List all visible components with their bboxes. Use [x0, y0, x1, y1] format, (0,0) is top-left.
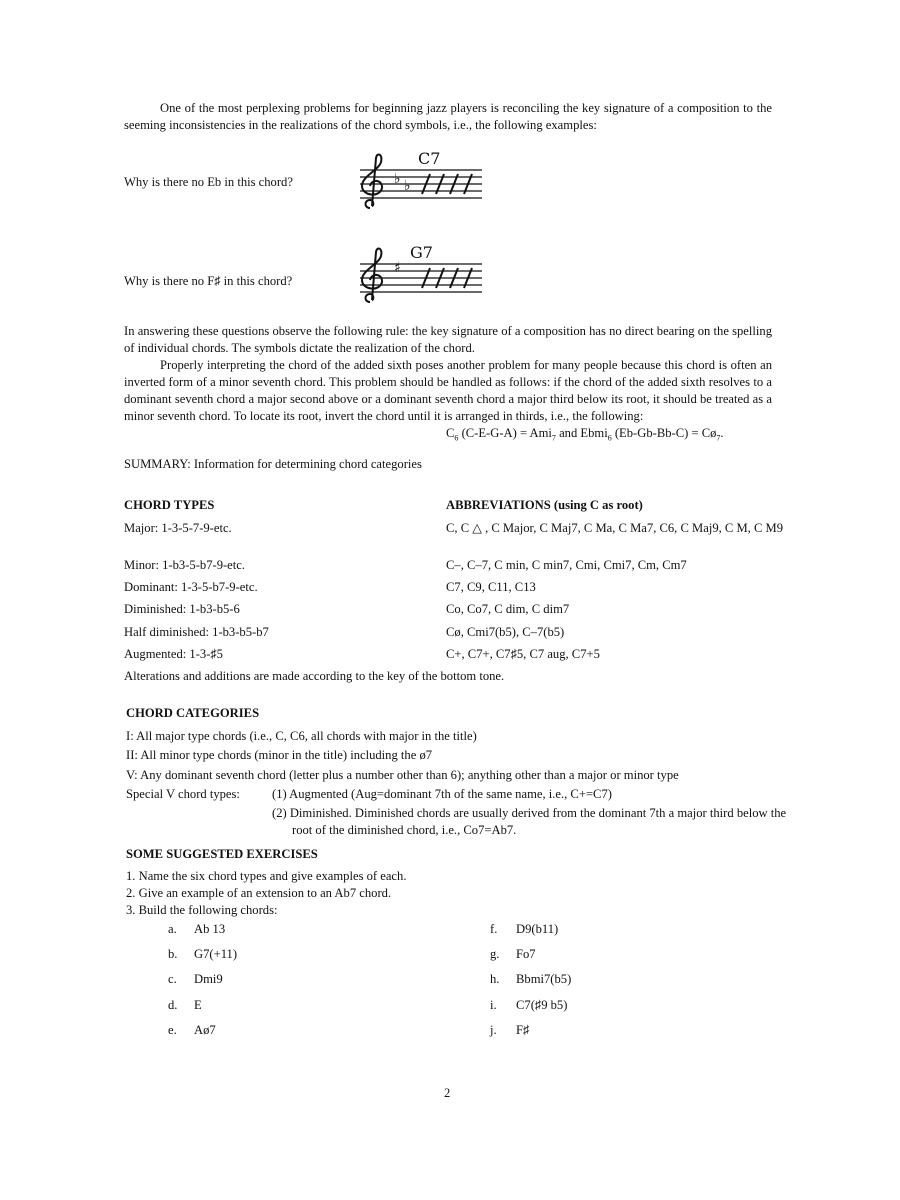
summary-line: SUMMARY: Information for determining chord categories — [124, 457, 422, 471]
special-item-2: (2) Diminished. Diminished chords are usually derived from the dominant 7th a major third below the root of the diminished chord, i.e., Co7=Ab7. — [272, 806, 787, 837]
treble-clef-icon — [362, 155, 382, 208]
chord-abbr: C, C △ , C Major, C Maj7, C Ma, C Ma7, C6, C Maj9, C M, C M9 — [446, 521, 783, 535]
chord-type: Major: 1-3-5-7-9-etc. — [124, 521, 232, 535]
chord-type: Diminished: 1-b3-b5-6 — [124, 602, 240, 616]
abbreviations-header: ABBREVIATIONS (using C as root) — [446, 498, 643, 512]
chord-type: Augmented: 1-3-♯5 — [124, 647, 223, 661]
exercise-item: 3. Build the following chords: — [126, 903, 278, 917]
category-item: V: Any dominant seventh chord (letter plus a number other than 6); anything other than a major or minor type — [126, 768, 679, 782]
flat-icon: ♭ — [404, 178, 411, 194]
chord-exercise: h. Bbmi7(b5) — [490, 972, 572, 986]
chord-exercise: b. G7(+11) — [168, 947, 238, 961]
question-1: Why is there no Eb in this chord? — [124, 175, 293, 189]
chord-exercise: i. C7(♯9 b5) — [490, 998, 568, 1012]
sixth-paragraph: Properly interpreting the chord of the added sixth poses another problem for many people because this chord is often an inverted form of a minor seventh chord. This problem should be handled as follows: if the chord of the added sixth resolves to a dominant seventh chord a major second above or a dominant seventh chord a major third below its root, it should be treated as a minor seventh chord. To locate its root, invert the chord until it is arranged in thirds, i.e., the following: — [124, 358, 772, 423]
staff-example-g7 — [350, 242, 490, 306]
exercise-item: 2. Give an example of an extension to an Ab7 chord. — [126, 886, 392, 900]
chord-type: Half diminished: 1-b3-b5-b7 — [124, 625, 269, 639]
alterations-note: Alterations and additions are made according to the key of the bottom tone. — [124, 669, 505, 683]
chord-abbr: C7, C9, C11, C13 — [446, 580, 536, 594]
chord-categories-header: CHORD CATEGORIES — [126, 706, 260, 720]
rule-paragraph: In answering these questions observe the following rule: the key signature of a composition has no direct bearing on the spelling of individual chords. The symbols dictate the realization of the chord. — [124, 324, 772, 355]
question-2: Why is there no F♯ in this chord? — [124, 274, 293, 288]
intro-paragraph: One of the most perplexing problems for beginning jazz players is reconciling the key signature of a composition to the seeming inconsistencies in the realizations of the chord symbols, i.e., the following examples: — [124, 101, 772, 132]
exercise-item: 1. Name the six chord types and give examples of each. — [126, 869, 407, 883]
special-label: Special V chord types: — [126, 787, 240, 801]
chord-symbol: C7 — [418, 149, 441, 168]
chord-exercise: c. Dmi9 — [168, 972, 223, 986]
staff-example-c7 — [350, 148, 490, 212]
special-item-1: (1) Augmented (Aug=dominant 7th of the same name, i.e., C+=C7) — [272, 787, 612, 801]
chord-exercise: f. D9(b11) — [490, 922, 559, 936]
chord-abbr: C–, C–7, C min, C min7, Cmi, Cmi7, Cm, Cm7 — [446, 558, 687, 572]
chord-type: Dominant: 1-3-5-b7-9-etc. — [124, 580, 258, 594]
treble-clef-icon — [362, 249, 382, 302]
chord-type: Minor: 1-b3-5-b7-9-etc. — [124, 558, 246, 572]
sharp-icon: ♯ — [394, 260, 401, 276]
chord-types-header: CHORD TYPES — [124, 498, 215, 512]
chord-exercise: g. Fo7 — [490, 947, 536, 961]
exercises-header: SOME SUGGESTED EXERCISES — [126, 847, 318, 861]
chord-abbr: C+, C7+, C7♯5, C7 aug, C7+5 — [446, 647, 600, 661]
sixth-example: $C_6$ (C-E-G-A) = Ami$_7$ and Ebmi$_6$ $(Eb-Gb-Bb-C) = Cø_7$. — [446, 426, 724, 443]
chord-exercise: a. Ab 13 — [168, 922, 226, 936]
chord-abbr: Cø, Cmi7(b5), C–7(b5) — [446, 625, 565, 639]
chord-exercise: e. Aø7 — [168, 1023, 216, 1037]
category-item: II: All minor type chords (minor in the title) including the ø7 — [126, 748, 433, 762]
chord-abbr: Co, Co7, C dim, C dim7 — [446, 602, 570, 616]
flat-icon: ♭ — [394, 171, 401, 187]
page-number: 2 — [444, 1086, 451, 1100]
category-item: I: All major type chords (i.e., C, C6, all chords with major in the title) — [126, 729, 477, 743]
chord-exercise: d. E — [168, 998, 202, 1012]
chord-symbol: G7 — [410, 243, 433, 262]
chord-exercise: j. F♯ — [490, 1023, 530, 1037]
